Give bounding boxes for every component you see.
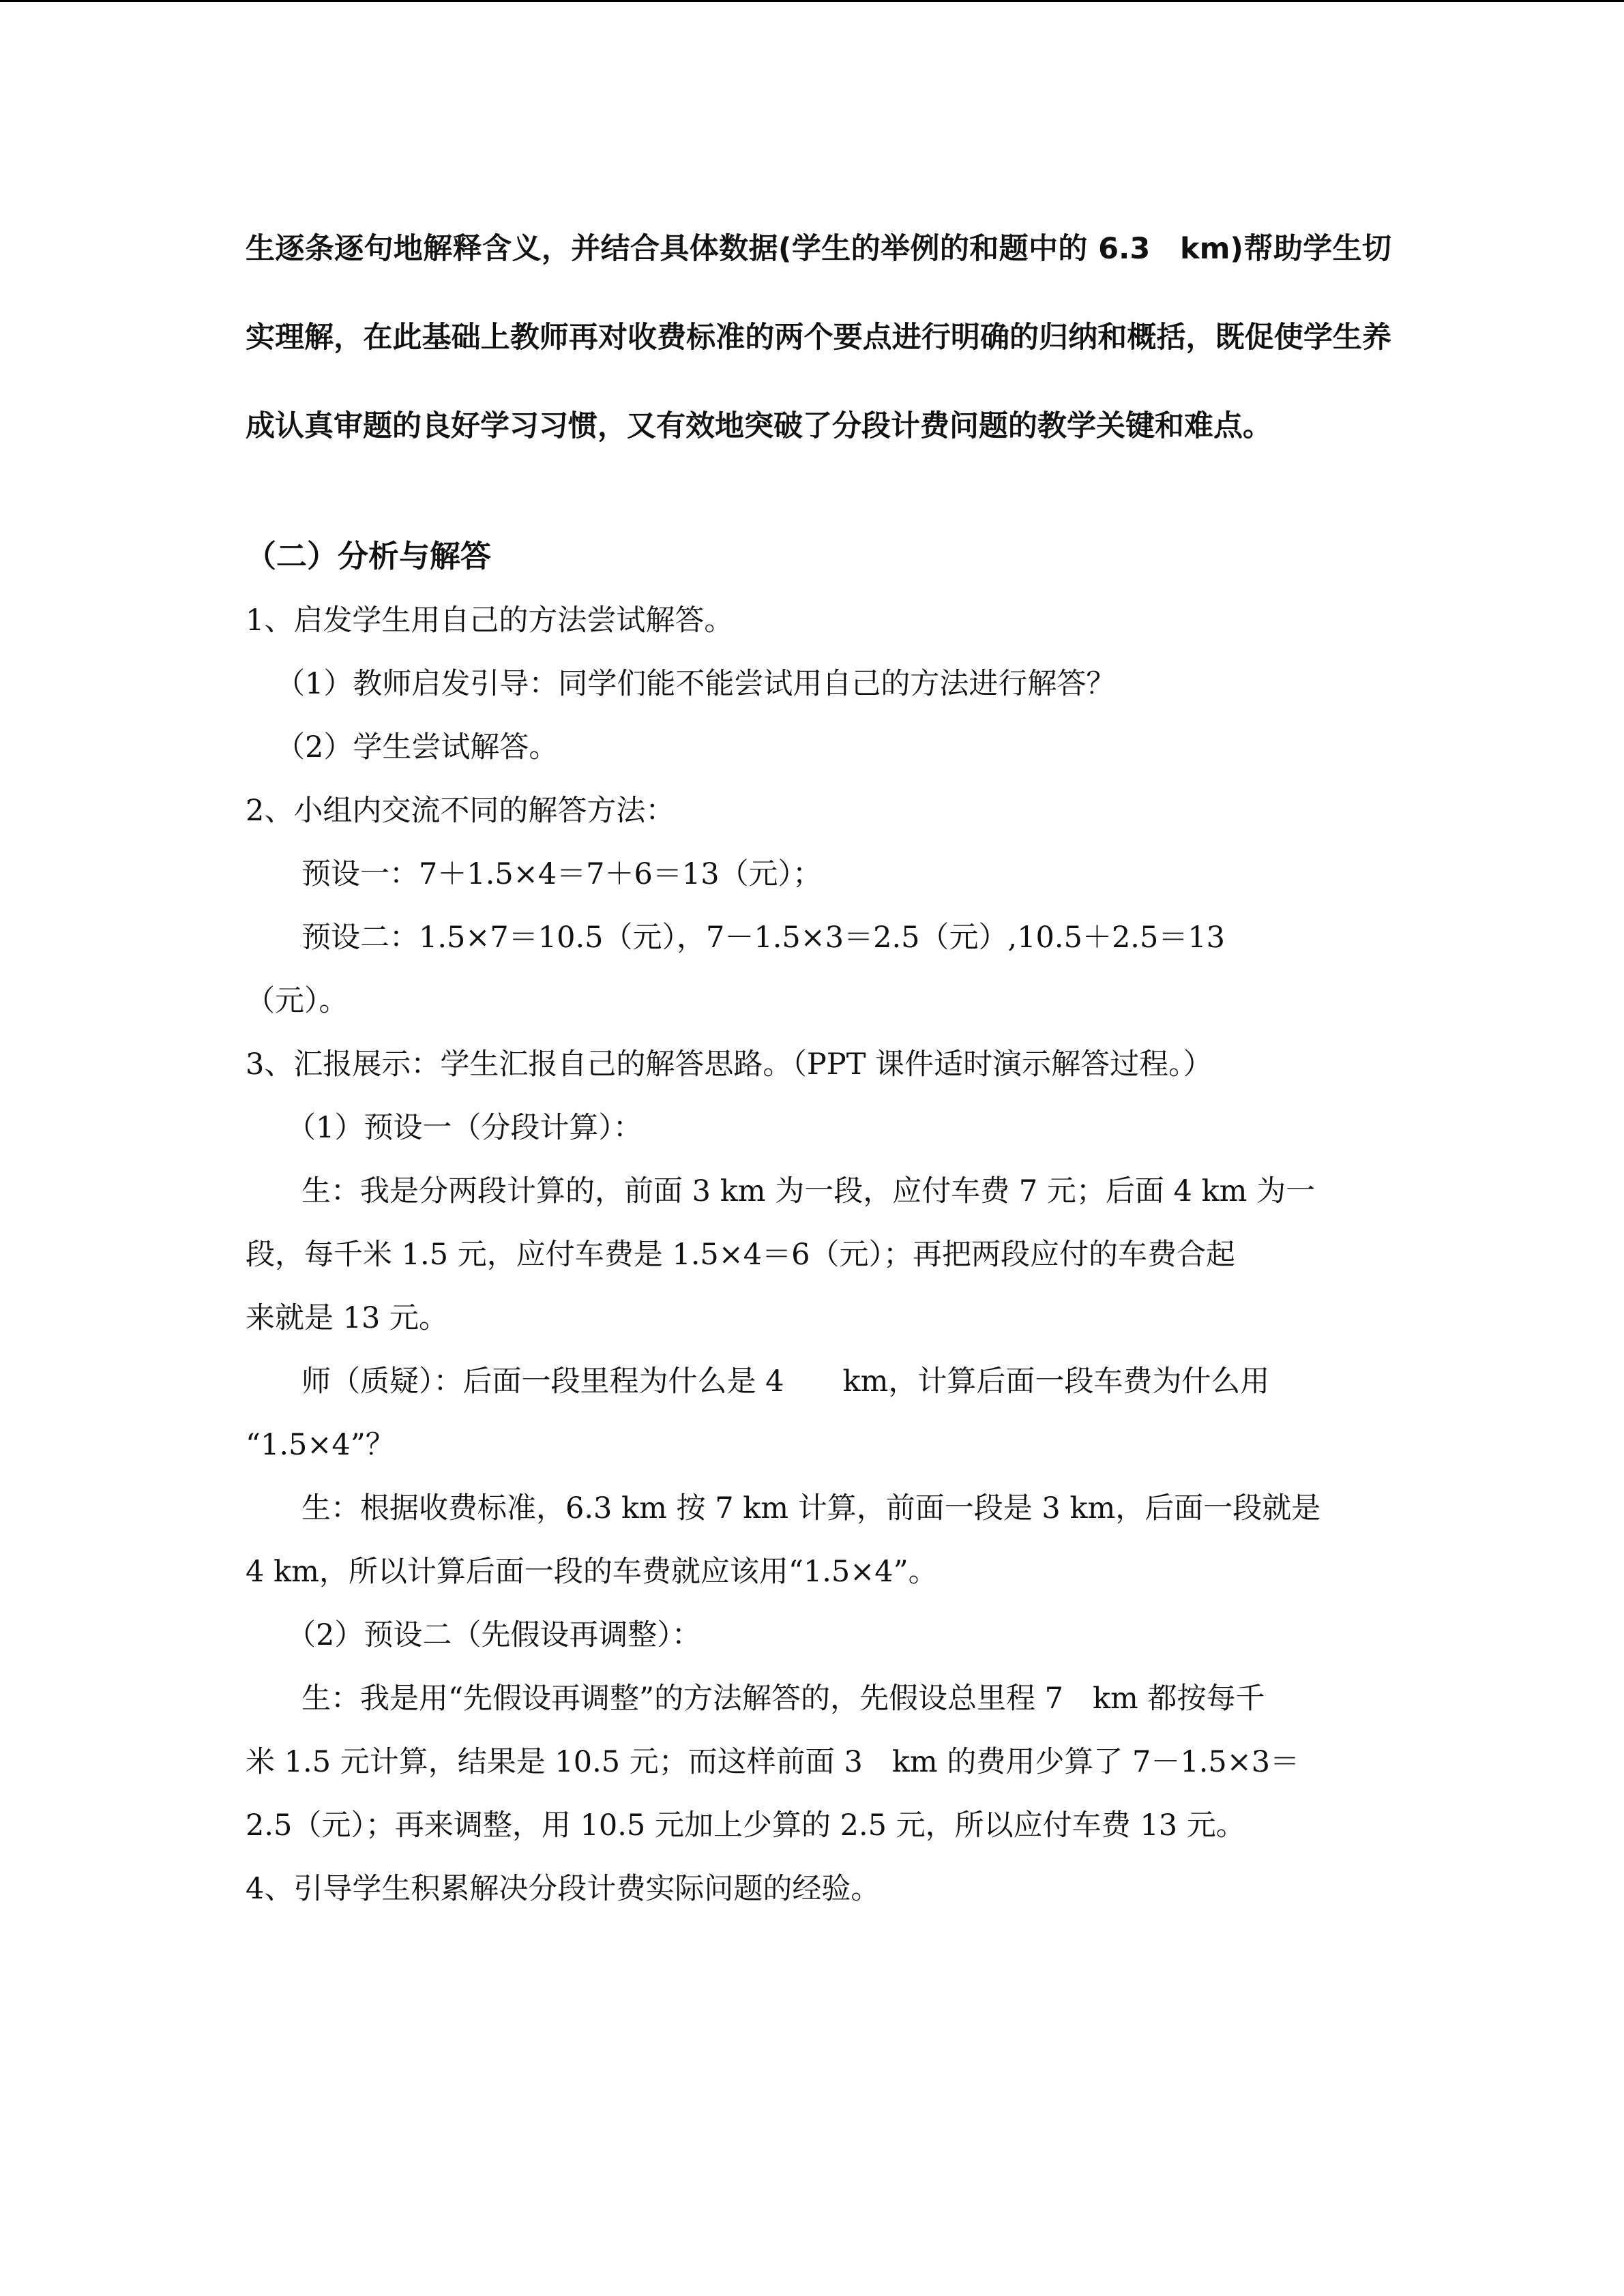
student-answer-1-end: 来就是 13 元。: [246, 1301, 449, 1335]
student-answer-2: 生：根据收费标准，6.3 km 按 7 km 计算，前面一段是 3 km，后面一段就是: [301, 1491, 1321, 1525]
student-answer-2-cont: 4 km，所以计算后面一段的车费就应该用“1.5×4”。: [246, 1555, 938, 1589]
student-answer-3-cont: 米 1.5 元计算，结果是 10.5 元；而这样前面 3 km 的费用少算了 7－1.5×3＝: [246, 1745, 1300, 1779]
teacher-question-cont: “1.5×4”？: [246, 1428, 395, 1462]
preset-2-formula: 预设二：1.5×7＝10.5（元），7－1.5×3＝2.5（元）,10.5＋2.5＝13: [301, 921, 1226, 955]
step-1-item-2: （2）学生尝试解答。: [276, 730, 559, 764]
step-1-item-1: （1）教师启发引导：同学们能不能尝试用自己的方法进行解答？: [276, 667, 1116, 701]
preset-2-formula-cont: （元）。: [246, 984, 349, 1018]
section-heading: （二）分析与解答: [246, 538, 492, 574]
student-answer-1: 生：我是分两段计算的，前面 3 km 为一段，应付车费 7 元；后面 4 km 为一: [301, 1174, 1316, 1208]
preset-1-formula: 预设一：7＋1.5×4＝7＋6＝13（元）；: [301, 857, 823, 891]
step-2-heading: 2、小组内交流不同的解答方法：: [246, 794, 675, 828]
student-answer-3-end: 2.5（元）；再来调整，用 10.5 元加上少算的 2.5 元，所以应付车费 13 元。: [246, 1808, 1245, 1843]
step-1-heading: 1、启发学生用自己的方法尝试解答。: [246, 603, 734, 638]
page-top-border: [0, 0, 1624, 2]
step-4-heading: 4、引导学生积累解决分段计费实际问题的经验。: [246, 1872, 881, 1906]
preset-1-title: （1）预设一（分段计算）：: [286, 1111, 643, 1145]
document-page: [246, 205, 1391, 1921]
student-answer-3: 生：我是用“先假设再调整”的方法解答的，先假设总里程 7 km 都按每千: [301, 1682, 1265, 1716]
student-answer-1-cont: 段，每千米 1.5 元，应付车费是 1.5×4＝6（元）；再把两段应付的车费合起: [246, 1238, 1236, 1272]
preset-2-title: （2）预设二（先假设再调整）：: [286, 1618, 701, 1652]
teacher-question: 师（质疑）：后面一段里程为什么是 4 km，计算后面一段车费为什么用: [301, 1365, 1270, 1399]
intro-paragraph: 生逐条逐句地解释含义，并结合具体数据(学生的举例的和题中的 6.3 km)帮助学生切实理解，在此基础上教师再对收费标准的两个要点进行明确的归纳和概括，既促使学生养成认真审题的良好学习习惯，又有效地突破了分段计费问题的教学关键和难点。: [246, 232, 1391, 443]
step-3-heading: 3、汇报展示：学生汇报自己的解答思路。（PPT 课件适时演示解答过程。）: [246, 1047, 1213, 1082]
